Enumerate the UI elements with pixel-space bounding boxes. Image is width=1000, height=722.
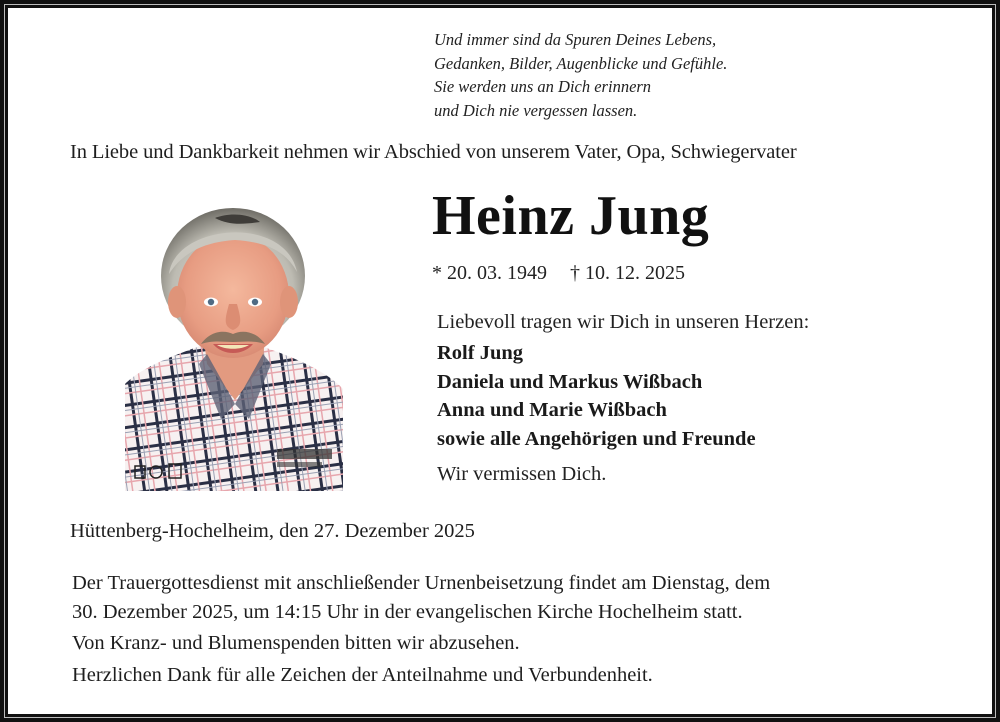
mourning-closing: Wir vermissen Dich. — [437, 463, 607, 485]
deceased-name: Heinz Jung — [432, 185, 710, 247]
portrait-image — [125, 204, 343, 491]
mourner: Anna und Marie Wißbach — [437, 399, 667, 421]
obituary-notice — [8, 8, 992, 714]
birth-date: * 20. 03. 1949 — [432, 262, 547, 284]
poem-line: Sie werden uns an Dich erinnern — [434, 77, 652, 96]
mourning-intro: Liebevoll tragen wir Dich in unseren Herzen: — [437, 311, 810, 333]
funeral-service-info — [72, 569, 770, 627]
memorial-poem — [434, 28, 727, 122]
place-and-date: Hüttenberg-Hochelheim, den 27. Dezember 2025 — [70, 520, 475, 542]
death-date: † 10. 12. 2025 — [570, 262, 685, 284]
service-line: 30. Dezember 2025, um 14:15 Uhr in der evangelischen Kirche Hochelheim statt. — [72, 601, 743, 623]
life-dates — [432, 262, 685, 285]
mourner: Daniela und Markus Wißbach — [437, 370, 703, 393]
mourner: Rolf Jung — [437, 342, 524, 364]
poem-line: Gedanken, Bilder, Augenblicke und Gefühle. — [434, 53, 728, 73]
poem-line: Und immer sind da Spuren Deines Lebens, — [434, 30, 717, 49]
flowers-note: Von Kranz- und Blumenspenden bitten wir abzusehen. — [72, 632, 520, 654]
mourners-list — [437, 339, 756, 453]
poem-line: und Dich nie vergessen lassen. — [434, 100, 638, 120]
farewell-intro: In Liebe und Dankbarkeit nehmen wir Abschied von unserem Vater, Opa, Schwiegervater — [70, 141, 797, 163]
portrait-photo — [125, 204, 343, 491]
service-line: Der Trauergottesdienst mit anschließender Urnenbeisetzung findet am Dienstag, dem — [72, 572, 771, 594]
mourner: sowie alle Angehörigen und Freunde — [437, 427, 756, 450]
thanks-note: Herzlichen Dank für alle Zeichen der Anteilnahme und Verbundenheit. — [72, 664, 653, 686]
